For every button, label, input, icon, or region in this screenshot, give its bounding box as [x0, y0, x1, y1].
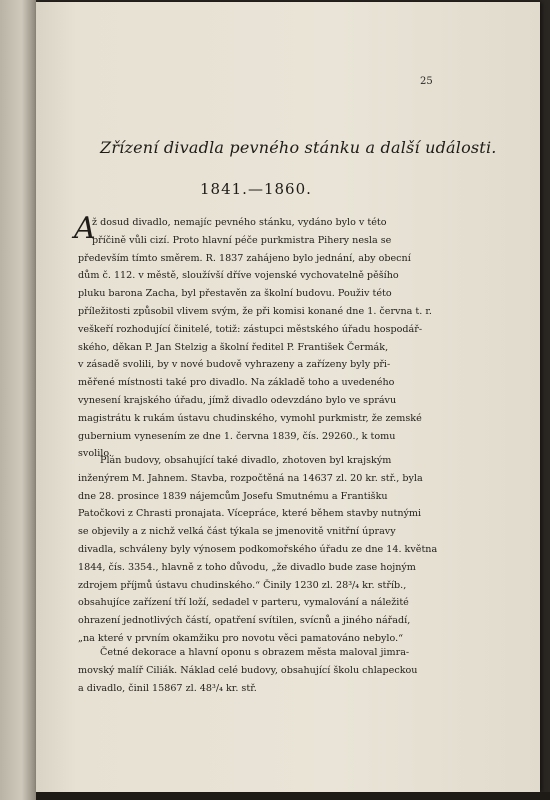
paragraph-line: dům č. 112. v městě, sloužívší dříve vojenské vychovatelně pěšího — [78, 270, 399, 282]
paragraph-line: měřené místnosti také pro divadlo. Na základě toho a uvedeného — [78, 377, 395, 389]
page-number: 25 — [420, 76, 433, 87]
paragraph-line: vynesení krajského úřadu, jímž divadlo odevzdáno bylo ve správu — [78, 394, 397, 406]
paragraph-line: inženýrem M. Jahnem. Stavba, rozpočtěná na 14637 zl. 20 kr. stř., byla — [78, 472, 423, 484]
paragraph-line: příležitosti způsobil vlivem svým, že při komisi konané dne 1. června t. r. — [78, 305, 432, 317]
paragraph-line: Plán budovy, obsahující také divadlo, zhotoven byl krajským — [100, 455, 392, 466]
paragraph-line: magistrátu k rukám ústavu chudinského, vymohl purkmistr, že zemské — [78, 412, 422, 424]
paragraph-line: veškeří rozhodující činitelé, totiž: zástupci městského úřadu hospodář- — [78, 323, 423, 335]
paragraph-2 — [78, 452, 450, 648]
paragraph-line: obsahujíce zařízení tří loží, sedadel v parteru, vymalování a náležité — [78, 597, 409, 609]
paragraph-line: v zásadě svolili, by v nové budově vyhrazeny a zařízeny byly při- — [78, 359, 391, 371]
left-page-edge — [0, 0, 36, 800]
paragraph-line: Patočkovi z Chrasti pronajata. Vícepráce, které během stavby nutnými — [78, 508, 422, 520]
paragraph-line: gubernium vynesením ze dne 1. června 1839, čís. 29260., k tomu — [78, 430, 396, 442]
paragraph-line: a divadlo, činil 15867 zl. 48³/₄ kr. stř. — [78, 682, 257, 694]
paragraph-line: ž dosud divadlo, nemajíc pevného stánku, vydáno bylo v této — [92, 217, 387, 228]
paragraph-line: 1844, čís. 3354., hlavně z toho důvodu, „že divadlo bude zase hojným — [78, 561, 416, 573]
paragraph-line: se objevily a z nichž velká část týkala se jmenovitě vnitřní úpravy — [78, 526, 396, 538]
chapter-title: Zřízení divadla pevného stánku a další události. — [100, 138, 497, 157]
drop-cap-initial: A — [74, 211, 96, 246]
paragraph-line: především tímto směrem. R. 1837 zahájeno bylo jednání, aby obecní — [78, 252, 411, 264]
paragraph-line: příčině vůli cizí. Proto hlavní péče purkmistra Pihery nesla se — [92, 234, 392, 246]
paragraph-line: divadla, schváleny byly výnosem podkomořského úřadu ze dne 14. května — [78, 543, 438, 555]
paragraph-line: pluku barona Zacha, byl přestavěn za školní budovu. Použiv této — [78, 288, 392, 300]
paragraph-3 — [78, 644, 450, 697]
paragraph-line: svolilo. — [78, 448, 112, 460]
paragraph-line: „na které v prvním okamžiku pro novotu věci pamatováno nebylo.“ — [78, 632, 404, 644]
paragraph-line: dne 28. prosince 1839 nájemcům Josefu Smutnému a Františku — [78, 490, 388, 502]
paragraph-1 — [78, 214, 450, 463]
chapter-years: 1841.—1860. — [200, 180, 312, 198]
paragraph-line: ohrazení jednotlivých částí, opatření svítilen, svícnů a jiného nářadí, — [78, 615, 411, 627]
table-surface — [36, 792, 550, 800]
paragraph-line: movský malíř Ciliák. Náklad celé budovy, obsahující školu chlapeckou — [78, 664, 418, 676]
paragraph-line: ského, děkan P. Jan Stelzig a školní ředitel P. František Čermák, — [78, 341, 389, 353]
paragraph-line: Četné dekorace a hlavní oponu s obrazem města maloval jimra- — [100, 647, 410, 658]
paragraph-line: zdrojem příjmů ústavu chudinského.“ Činily 1230 zl. 28³/₄ kr. stříb., — [78, 579, 407, 591]
